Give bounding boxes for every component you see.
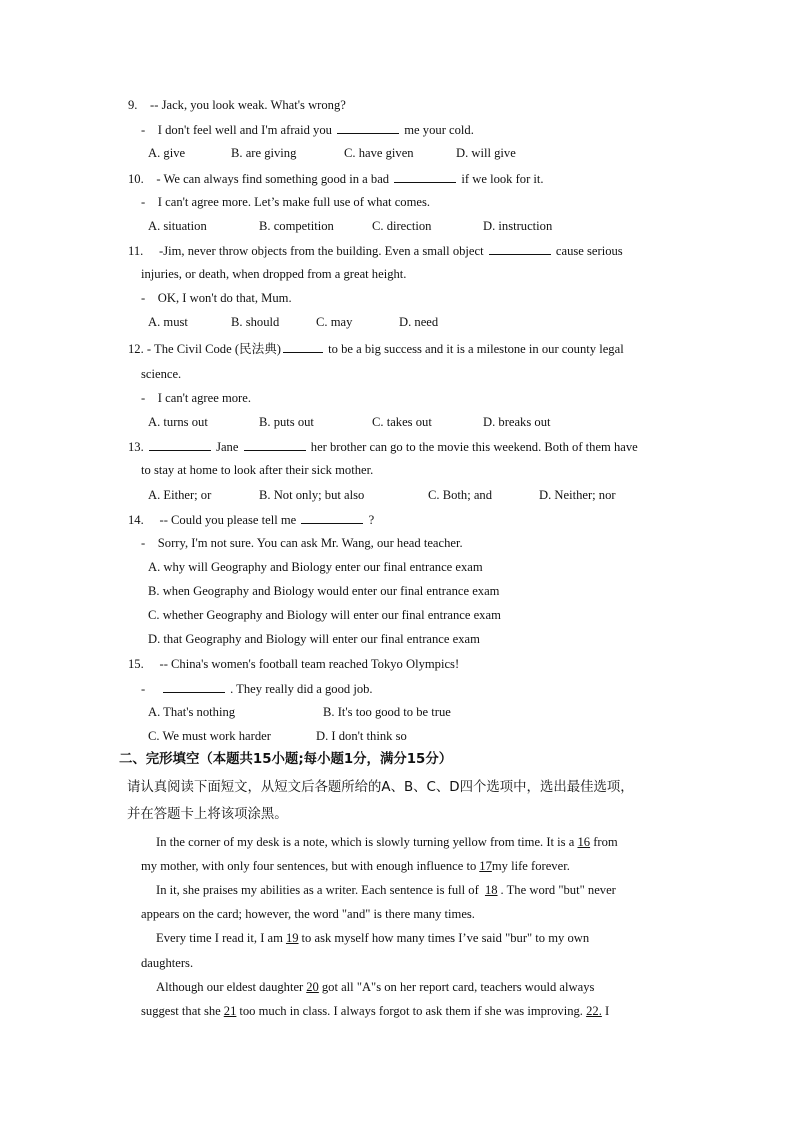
option-b: B. It's too good to be true: [323, 705, 451, 719]
option-b: B. should: [231, 315, 280, 329]
option-c: C. takes out: [372, 415, 432, 429]
blank-number: 17: [479, 859, 492, 873]
question-10-reply: - I can't agree more. Let’s make full use of what comes.: [141, 195, 431, 209]
question-prompt: -- Jack, you look weak. What's wrong?: [150, 98, 346, 112]
passage-line: In it, she praises my abilities as a writer. Each sentence is full of 18 . The word "but" never: [156, 883, 616, 897]
answer-blank: [301, 511, 363, 524]
question-15-reply: - . They really did a good job.: [141, 682, 373, 696]
passage-line: daughters.: [141, 956, 194, 970]
answer-blank: [163, 680, 225, 693]
question-number: 11.: [128, 244, 144, 258]
option-a: A. That's nothing: [148, 705, 236, 719]
question-9: [128, 97, 346, 113]
passage-line: suggest that she 21 too much in class. I always forgot to ask them if she was improving. 22. I: [141, 1004, 610, 1018]
question-11-line2: injuries, or death, when dropped from a great height.: [141, 267, 407, 281]
question-10: 10. - We can always find something good in a bad if we look for it.: [128, 172, 544, 186]
option-c: C. may: [316, 315, 353, 329]
blank-number: 20: [306, 980, 319, 994]
option-a: A. turns out: [148, 415, 208, 429]
option-b: B. when Geography and Biology would enter our final entrance exam: [148, 584, 500, 598]
question-12-line2: science.: [141, 367, 182, 381]
option-a: A. Either; or: [148, 488, 212, 502]
question-number: 13.: [128, 440, 144, 454]
option-b: B. puts out: [259, 415, 314, 429]
option-a: A. must: [148, 315, 188, 329]
question-number: 9.: [128, 98, 138, 112]
blank-number: 16: [577, 835, 591, 849]
answer-blank: [489, 242, 551, 255]
question-14: 14. -- Could you please tell me ?: [128, 513, 375, 527]
answer-blank: [337, 121, 399, 134]
question-13-line2: to stay at home to look after their sick mother.: [141, 463, 374, 477]
answer-blank: [149, 438, 211, 451]
option-d: D. instruction: [483, 219, 553, 233]
answer-blank: [283, 340, 323, 353]
answer-blank: [394, 170, 456, 183]
question-13: 13. Jane her brother can go to the movie this weekend. Both of them have: [128, 440, 638, 454]
option-d: D. breaks out: [483, 415, 551, 429]
passage-line: my mother, with only four sentences, but with enough influence to 17my life forever.: [141, 859, 570, 873]
question-number: 15.: [128, 657, 144, 671]
passage-line: Although our eldest daughter 20 got all "A"s on her report card, teachers would always: [156, 980, 595, 994]
section-instruction-cont: 并在答题卡上将该项涂黑。: [127, 807, 288, 822]
option-d: D. need: [399, 315, 439, 329]
blank-number: 21: [223, 1004, 237, 1018]
question-12: 12. - The Civil Code (民法典) to be a big success and it is a milestone in our county legal: [128, 342, 624, 356]
option-b: B. Not only; but also: [259, 488, 365, 502]
option-c: C. direction: [372, 219, 432, 233]
question-11: 11. -Jim, never throw objects from the building. Even a small object cause serious: [128, 244, 623, 258]
blank-number: 22.: [586, 1004, 602, 1018]
question-14-reply: - Sorry, I'm not sure. You can ask Mr. Wang, our head teacher.: [141, 536, 463, 550]
option-b: B. competition: [259, 219, 334, 233]
option-c: C. have given: [344, 146, 414, 160]
question-number: 14.: [128, 513, 144, 527]
section-instruction: 请认真阅读下面短文，从短文后各题所给的A、B、C、D四个选项中，选出最佳选项，: [127, 780, 634, 795]
option-d: D. I don't think so: [316, 729, 407, 743]
option-a: A. why will Geography and Biology enter our final entrance exam: [148, 560, 483, 574]
answer-blank: [244, 438, 306, 451]
option-c: C. whether Geography and Biology will enter our final entrance exam: [148, 608, 501, 622]
question-number: 10.: [128, 172, 144, 186]
option-d: D. will give: [456, 146, 516, 160]
option-d: D. Neither; nor: [539, 488, 616, 502]
blank-number: 19: [285, 931, 299, 945]
option-a: A. give: [148, 146, 186, 160]
passage-line: appears on the card; however, the word "and" is there many times.: [141, 907, 475, 921]
question-11-reply: - OK, I won't do that, Mum.: [141, 291, 292, 305]
question-12-reply: - I can't agree more.: [141, 391, 251, 405]
question-9-reply: - I don't feel well and I'm afraid you me your cold.: [141, 123, 474, 137]
section-heading: 二、完形填空（本题共15小题;每小题1分，满分15分）: [119, 752, 453, 767]
option-a: A. situation: [148, 219, 207, 233]
passage-line: In the corner of my desk is a note, which is slowly turning yellow from time. It is a 16 from: [156, 835, 618, 849]
option-d: D. that Geography and Biology will enter our final entrance exam: [148, 632, 480, 646]
blank-number: 18: [484, 883, 498, 897]
passage-line: Every time I read it, I am 19 to ask myself how many times I’ve said "bur" to my own: [156, 931, 590, 945]
question-15: 15. -- China's women's football team reached Tokyo Olympics!: [128, 657, 460, 671]
option-c: C. Both; and: [428, 488, 493, 502]
option-c: C. We must work harder: [148, 729, 271, 743]
option-b: B. are giving: [231, 146, 297, 160]
question-number: 12.: [128, 342, 144, 356]
